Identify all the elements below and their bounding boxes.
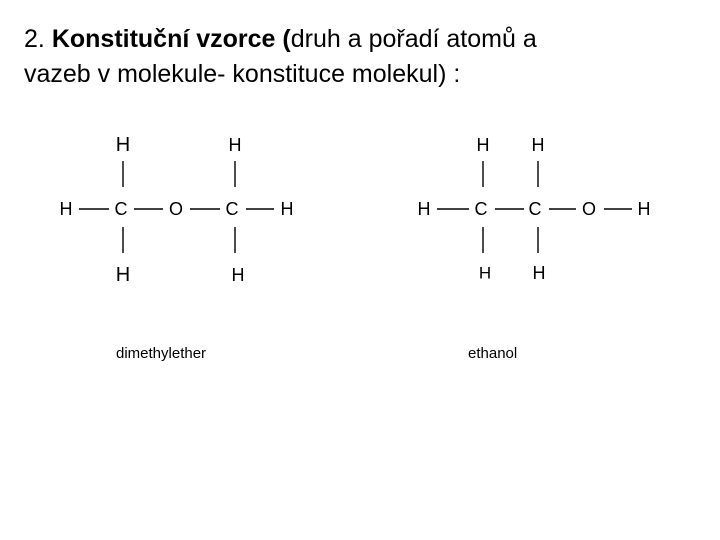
atom-h-top-right: H bbox=[531, 135, 545, 155]
atom-h-bottom-left: H bbox=[478, 263, 492, 283]
title-line2: vazeb v molekule- konstituce molekul) : bbox=[24, 60, 461, 88]
title-bold: Konstituční vzorce ( bbox=[51, 25, 291, 53]
atom-c-2: C bbox=[225, 199, 239, 219]
slide-title bbox=[24, 22, 714, 92]
ethanol-formula bbox=[405, 125, 675, 300]
atom-c-2: C bbox=[528, 199, 542, 219]
atom-h-top-right: H bbox=[228, 135, 242, 155]
atom-c-1: C bbox=[114, 199, 128, 219]
atom-h-left: H bbox=[417, 199, 431, 219]
title-number: 2. bbox=[24, 25, 45, 53]
atom-h-top-left: H bbox=[476, 135, 490, 155]
atom-h-right: H bbox=[280, 199, 294, 219]
ethanol-label: ethanol bbox=[468, 345, 518, 362]
atom-h-bottom-right: H bbox=[532, 263, 546, 283]
dimethylether-formula bbox=[50, 125, 310, 300]
dimethylether-label: dimethylether bbox=[116, 345, 207, 362]
atom-h-bottom-right: H bbox=[231, 265, 245, 285]
atom-o: O bbox=[168, 199, 184, 219]
atom-h-left: H bbox=[59, 199, 73, 219]
atom-h-right: H bbox=[637, 199, 651, 219]
atom-c-1: C bbox=[474, 199, 488, 219]
title-rest: druh a pořadí atomů a bbox=[290, 25, 537, 53]
atom-h-bottom-left: H bbox=[115, 264, 131, 286]
atom-h-top-left: H bbox=[115, 134, 131, 156]
atom-o: O bbox=[581, 199, 597, 219]
